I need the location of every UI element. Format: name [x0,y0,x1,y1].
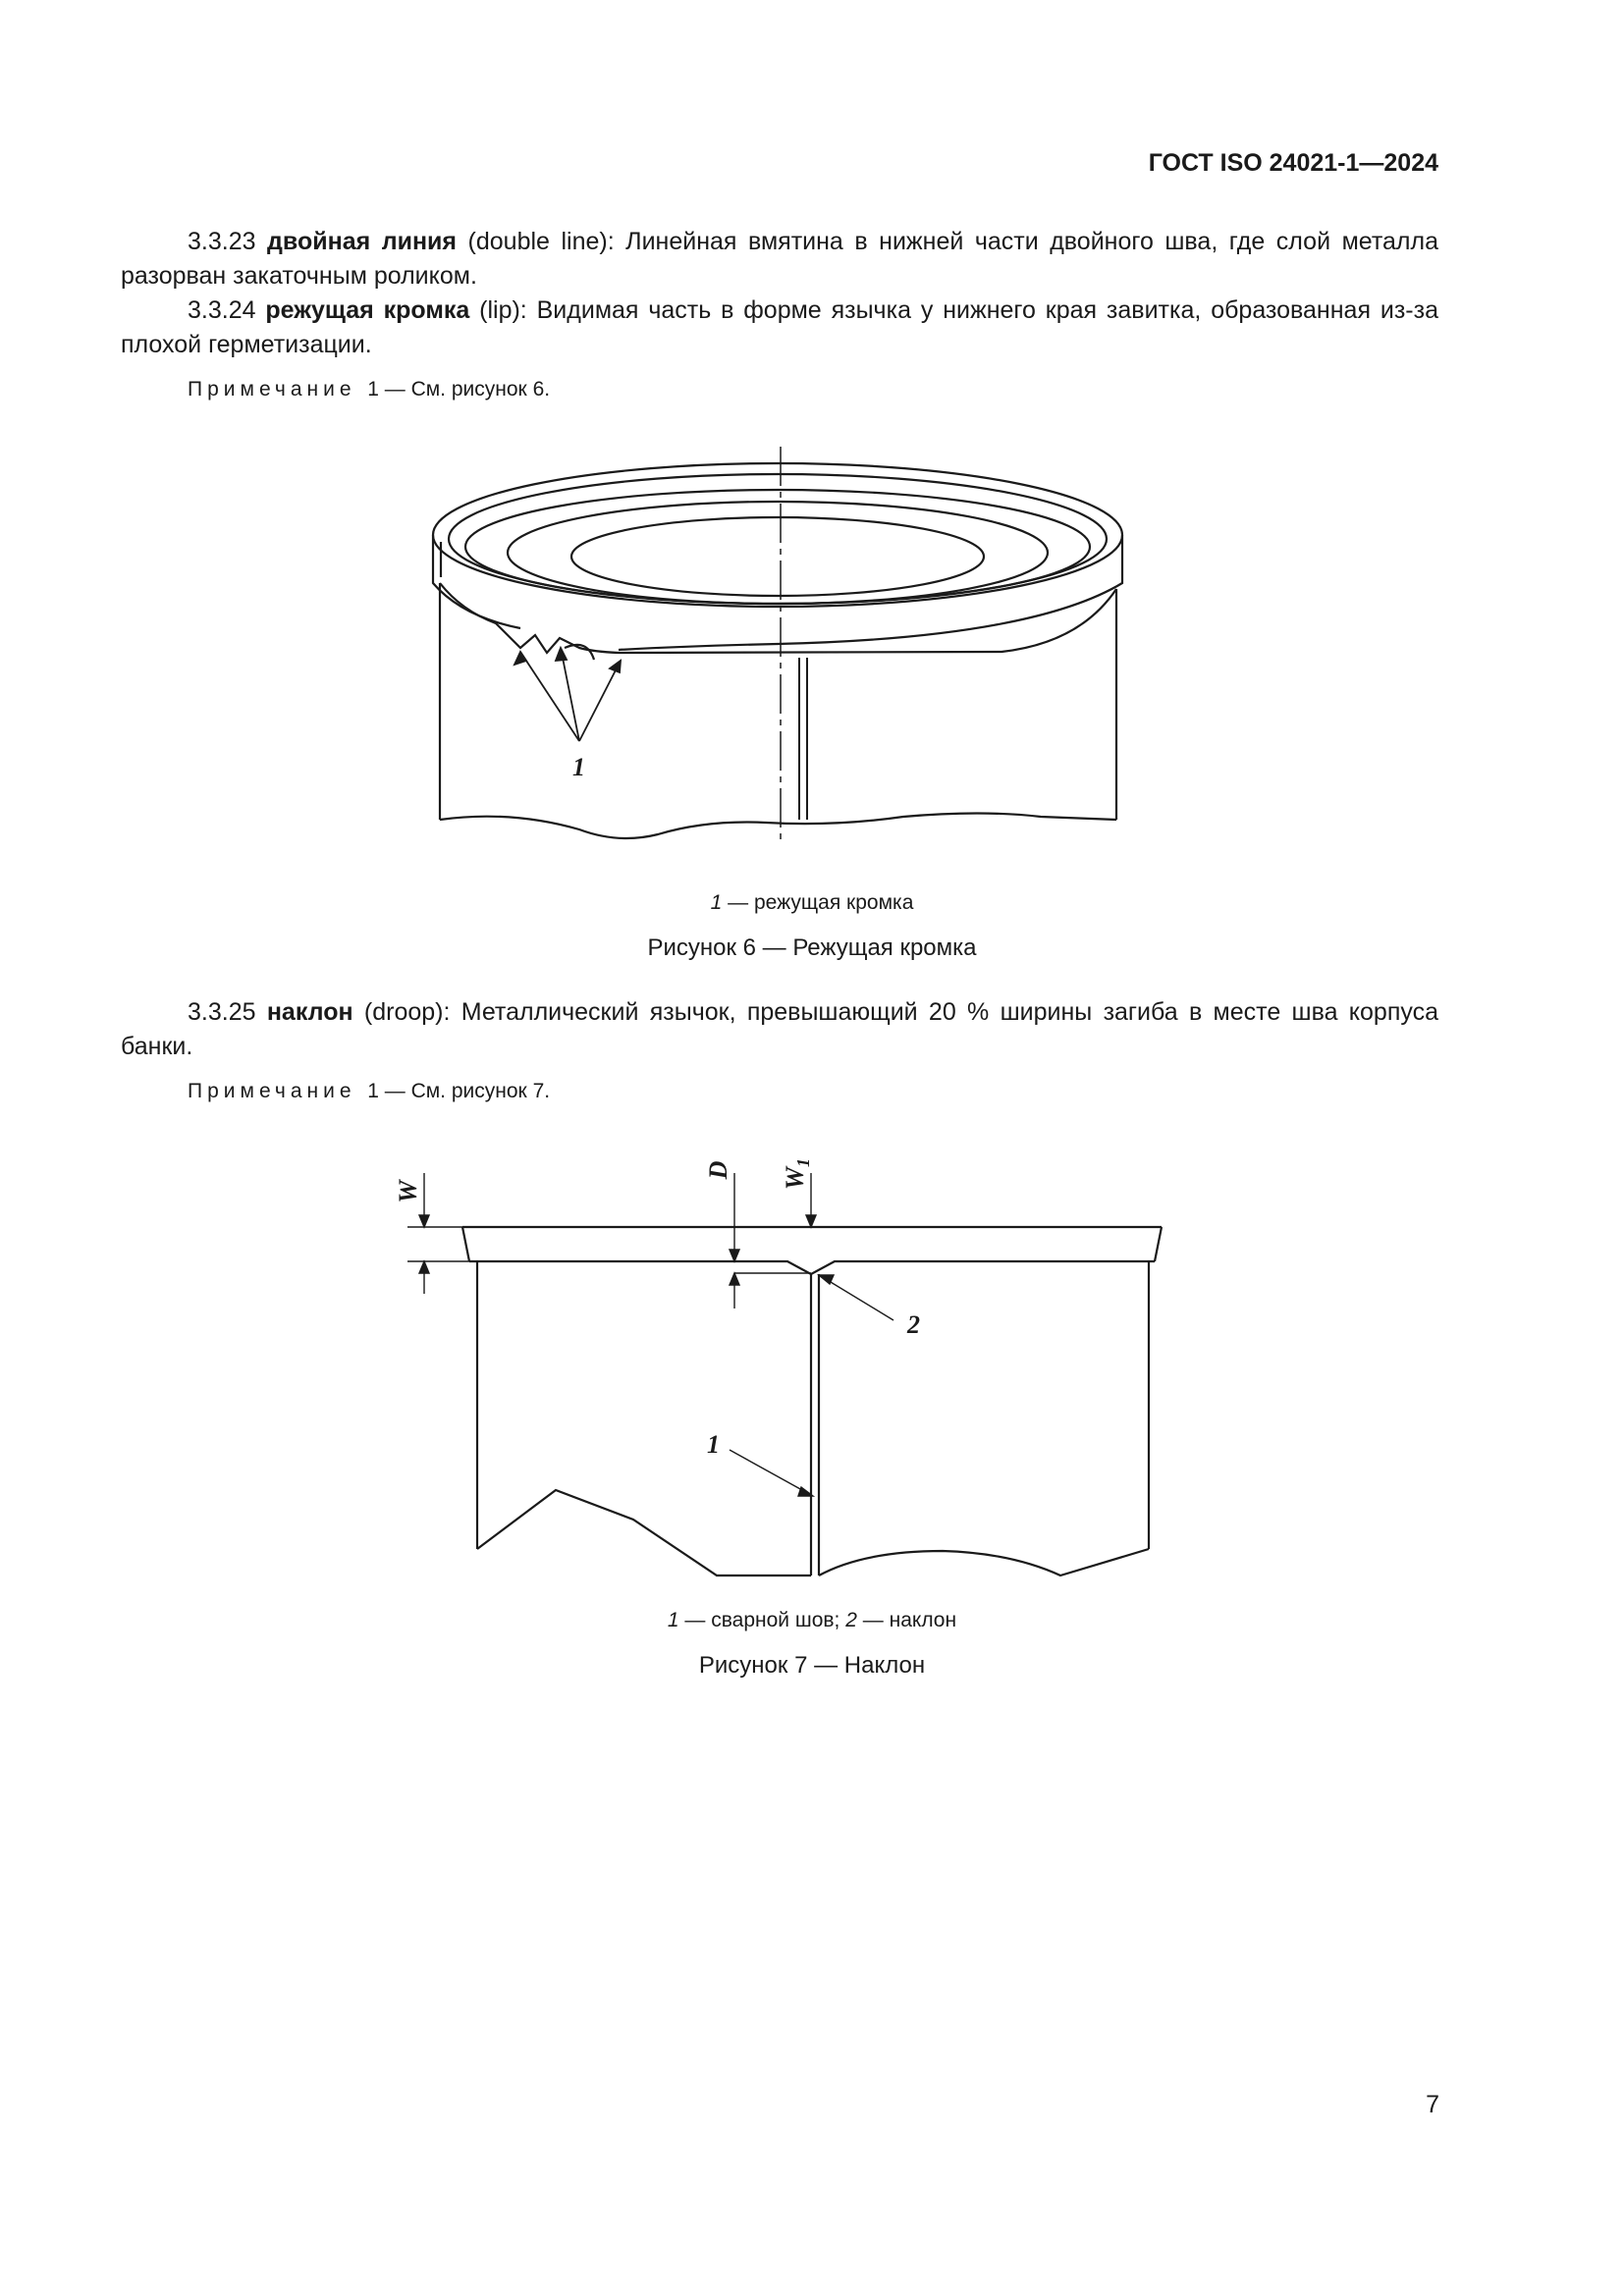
term: наклон [266,998,353,1026]
figure6-callout-1: 1 [572,753,585,781]
term: двойная линия [267,228,458,255]
note-label: Примечание [188,1080,356,1102]
note-text: 1 — См. рисунок 7. [367,1080,551,1102]
term: режущая кромка [265,296,470,324]
clause-number: 3.3.24 [188,296,256,324]
legend-key: 2 [845,1609,857,1631]
figure6-legend [0,891,1624,915]
legend-text: — наклон [862,1609,957,1631]
definition-3-3-24 [121,294,1438,362]
figure7-legend [0,1609,1624,1632]
legend-key: 1 [667,1609,679,1631]
page-number: 7 [1426,2091,1439,2118]
definition-text: (lip): Видимая часть в форме язычка у нижнего края завитка, образованная из-за плохой герметизации. [121,296,1438,358]
legend-text: — сварной шов; [684,1609,840,1631]
dimension-label-w: W [394,1180,422,1203]
figure7-callout-1: 1 [707,1430,720,1459]
figure7-caption: Рисунок 7 — Наклон [698,1652,926,1679]
figure7-callout-2: 2 [907,1310,920,1339]
definition-text: (droop): Металлический язычок, превышающий 20 % ширины загиба в месте шва корпуса банки. [121,998,1438,1060]
legend-key: 1 [710,891,723,914]
document-code: ГОСТ ISO 24021-1—2024 [1148,149,1438,177]
definition-3-3-23 [121,225,1438,294]
note-figure6 [188,378,550,401]
note-figure7 [188,1080,550,1103]
dimension-label-w1: W [781,1166,809,1191]
svg-text:W1 [781,1158,813,1190]
figure7-droop-drawing [394,1158,1162,1575]
definition-text: (double line): Линейная вмятина в нижней части двойного шва, где слой металла разорван закаточным роликом. [121,228,1438,290]
figure6-caption: Рисунок 6 — Режущая кромка [647,934,977,961]
clause-number: 3.3.25 [188,998,256,1026]
note-label: Примечание [188,378,356,400]
dimension-label-w1-subscript: 1 [793,1157,813,1167]
clause-number: 3.3.23 [188,228,256,255]
dimension-label-d: D [704,1160,732,1180]
note-text: 1 — См. рисунок 6. [367,378,551,400]
definition-3-3-25 [121,995,1438,1064]
legend-text: — режущая кромка [728,891,914,914]
